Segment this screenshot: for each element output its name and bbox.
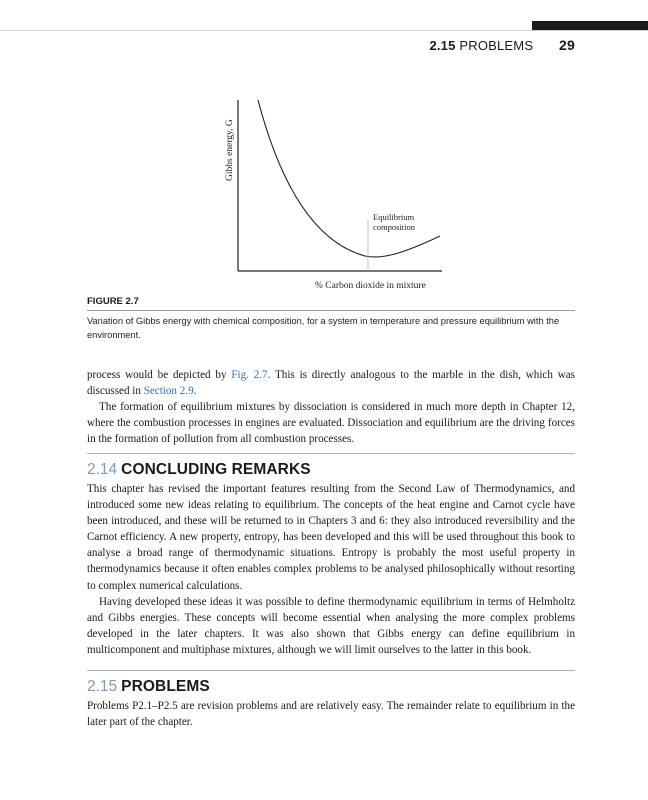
- running-head: [0, 37, 575, 53]
- y-axis-label: Gibbs energy, G: [225, 119, 235, 181]
- figure-caption: Variation of Gibbs energy with chemical composition, for a system in temperature and pressure equilibrium with the environment.: [87, 316, 560, 340]
- running-head-section-number: 2.15: [429, 38, 456, 53]
- section-2-14-body: [87, 481, 575, 658]
- concluding-paragraph-2: Having developed these ideas it was possible to define thermodynamic equilibrium in terms of Helmholtz and Gibbs energies. These concepts will become essential when analysing the more complex problems developed in the later chapters. It was also shown that Gibbs energy can define equilibrium in multicomponent and multiphase mixtures, although we will limit ourselves to the latter in this book.: [87, 595, 575, 656]
- x-axis-label: % Carbon dioxide in mixture: [315, 281, 426, 291]
- intro-paragraph-2: The formation of equilibrium mixtures by dissociation is considered in much more depth in Chapter 12, where the combustion processes in engines are evaluated. Dissociation and equilibrium are the driving forces in the formation of pollution from all combustion processes.: [87, 401, 575, 446]
- header-rule: [0, 30, 648, 31]
- gibbs-curve: [258, 100, 440, 257]
- figure-link[interactable]: Fig. 2.7: [231, 369, 268, 381]
- section-link[interactable]: Section 2.9: [143, 385, 194, 398]
- intro-p1-text-a: process would be depicted by: [87, 369, 232, 381]
- section-2-15-body: [87, 698, 575, 730]
- section-2-15-heading: [87, 670, 575, 696]
- section-number: 2.15: [87, 678, 118, 695]
- intro-paragraph-1: [87, 367, 575, 399]
- annotation-equilibrium: Equilibrium: [373, 212, 415, 222]
- figure-label: FIGURE 2.7: [87, 296, 575, 311]
- annotation-composition: composition: [373, 222, 416, 232]
- intro-p1-text-c: .: [193, 385, 197, 398]
- figure-2-7: [200, 96, 470, 296]
- section-title: CONCLUDING REMARKS: [121, 461, 311, 478]
- section-title: PROBLEMS: [121, 678, 210, 695]
- intro-p1-text-b: . This is directly analogous to the marble in the dish, which was discussed in: [87, 369, 575, 398]
- section-number: 2.14: [87, 461, 118, 478]
- page-number: 29: [559, 37, 575, 53]
- section-2-14-heading: [87, 453, 575, 479]
- running-head-section-title: PROBLEMS: [459, 38, 534, 53]
- intro-text: [87, 367, 575, 447]
- problems-paragraph: Problems P2.1–P2.5 are revision problems and are relatively easy. The remainder relate to equilibrium in the later part of the chapter.: [87, 700, 575, 729]
- gibbs-energy-plot: [200, 96, 470, 296]
- concluding-paragraph-1: This chapter has revised the important features resulting from the Second Law of Thermodynamics, and introduced some new ideas relating to equilibrium. The concepts of the heat engine and Carnot cycle have been introduced, and these will be returned to in Chapters 3 and 6: they also introduced reversibility and the Carnot efficiency. A new property, entropy, has been developed and this will be used throughout this book to analyse a broad range of thermodynamic situations. Entropy is probably the most useful property in thermodynamics because it often enables complex problems to be analysed philosophically without resorting to complex numerical calculations.: [87, 483, 575, 592]
- figure-caption-block: [87, 296, 575, 342]
